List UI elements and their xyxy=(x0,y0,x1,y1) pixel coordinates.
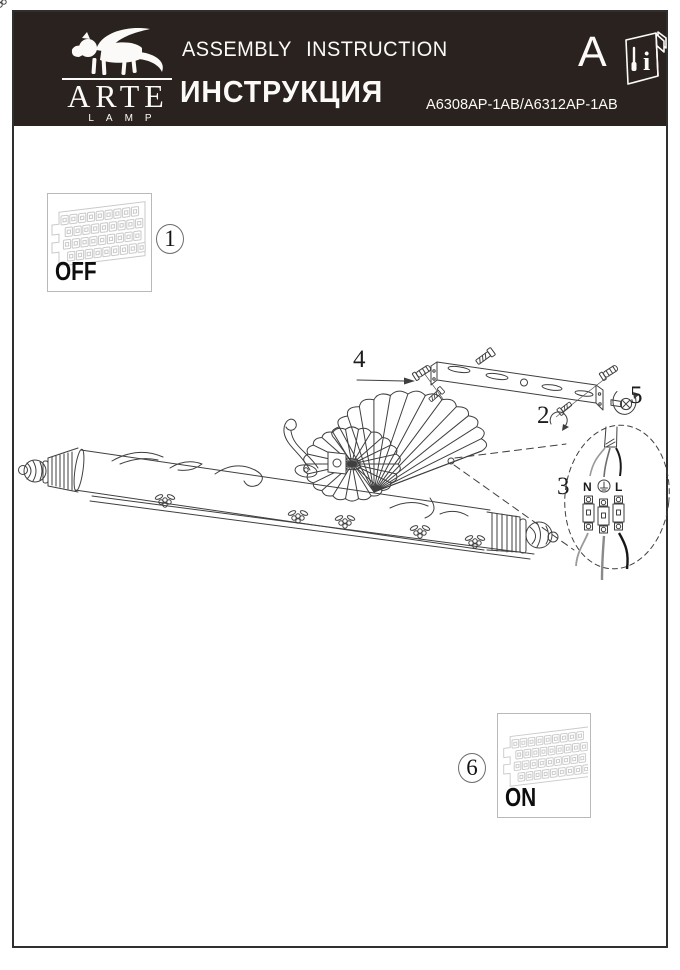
title-english: ASSEMBLY INSTRUCTION xyxy=(182,38,448,61)
wall-anchor-left-icon xyxy=(412,364,432,381)
step-4-number: 4 xyxy=(353,346,366,373)
scroll-arm xyxy=(284,419,318,478)
step-5-number: 5 xyxy=(630,382,643,409)
ground-icon xyxy=(598,480,610,492)
brand-subtitle: LAMP xyxy=(88,113,164,124)
booklet-info-letter: i xyxy=(643,47,651,76)
rotate-arrow-step2 xyxy=(550,412,567,427)
title-russian: ИНСТРУКЦИЯ xyxy=(180,74,384,109)
shell-backplate xyxy=(332,391,487,492)
supply-cable xyxy=(605,427,618,447)
step-4-arrow xyxy=(357,380,404,381)
wall-anchor-right-icon xyxy=(599,364,619,381)
wire-ground-top xyxy=(604,448,610,477)
screw-top-icon xyxy=(475,347,496,366)
section-letter: A xyxy=(578,28,607,76)
on-label: ON xyxy=(505,782,537,812)
mounting-bracket xyxy=(431,362,603,410)
picture-light-drawing xyxy=(0,0,558,559)
wiring-detail xyxy=(558,420,676,580)
step-6-badge: 6 xyxy=(458,753,486,783)
screw-step2-icon xyxy=(557,401,573,416)
model-number: A6308AP-1AB/A6312AP-1AB xyxy=(426,96,618,113)
label-live: L xyxy=(615,480,623,494)
left-rib-cap xyxy=(52,452,72,490)
label-neutral: N xyxy=(583,480,592,494)
wire-live-bottom xyxy=(619,533,628,569)
step-4-arrowhead xyxy=(404,378,415,385)
wire-neutral-top xyxy=(590,448,605,476)
right-rib-cap xyxy=(492,513,516,552)
detail-leader-top xyxy=(455,444,566,458)
step-3-number: 3 xyxy=(557,473,570,500)
wire-ground-bottom xyxy=(602,536,604,580)
step-1-badge: 1 xyxy=(156,224,184,254)
terminal-block xyxy=(583,496,624,533)
brand-name: ARTE xyxy=(67,78,169,114)
off-label: OFF xyxy=(55,256,97,286)
step-2-number: 2 xyxy=(537,402,550,429)
wire-neutral-bottom xyxy=(576,533,588,566)
power-on-illustration xyxy=(497,713,591,818)
wire-live-top xyxy=(616,448,621,476)
